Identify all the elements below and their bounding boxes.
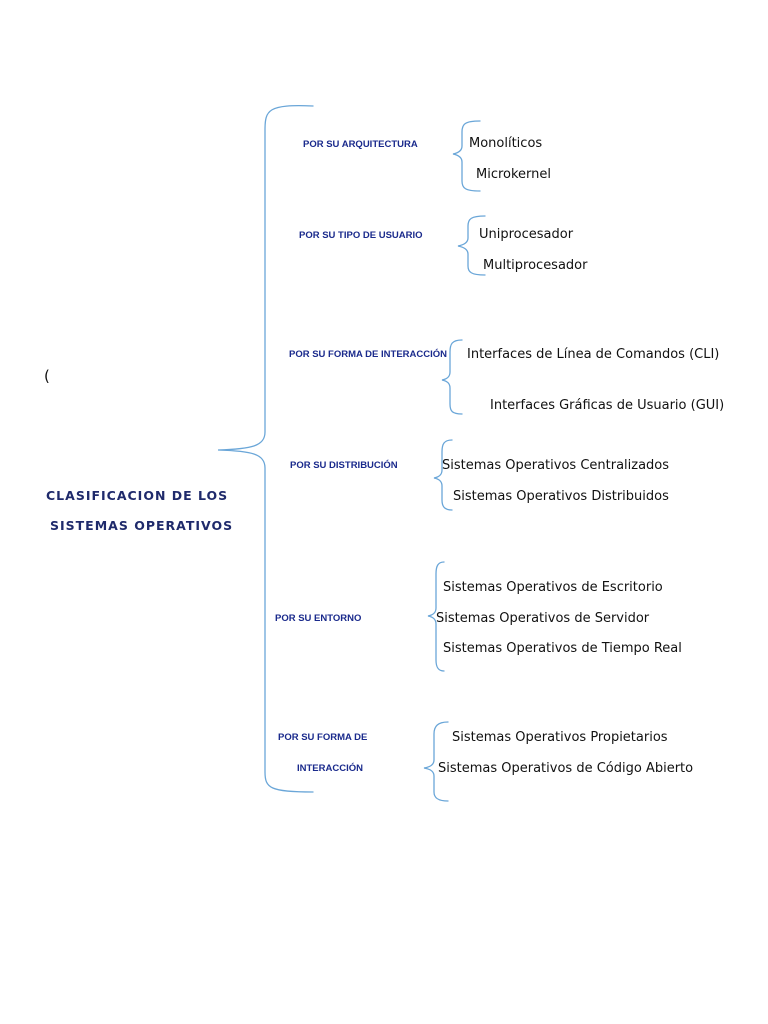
category-forma-interaccion-2-line1: POR SU FORMA DE bbox=[278, 732, 368, 743]
item-centralizados: Sistemas Operativos Centralizados bbox=[442, 458, 670, 473]
item-tiempo-real: Sistemas Operativos de Tiempo Real bbox=[443, 641, 682, 656]
category-forma-interaccion-2-line2: INTERACCIÓN bbox=[297, 763, 363, 774]
category-tipo-usuario: POR SU TIPO DE USUARIO bbox=[299, 230, 423, 241]
main-brace bbox=[218, 106, 313, 792]
item-cli: Interfaces de Línea de Comandos (CLI) bbox=[467, 347, 720, 362]
item-monoliticos: Monolíticos bbox=[469, 136, 543, 151]
stray-paren: ( bbox=[44, 367, 50, 385]
item-codigo-abierto: Sistemas Operativos de Código Abierto bbox=[438, 761, 694, 776]
item-multiprocesador: Multiprocesador bbox=[483, 258, 588, 273]
category-forma-interaccion: POR SU FORMA DE INTERACCIÓN bbox=[289, 349, 447, 360]
brace-distribucion bbox=[434, 440, 452, 510]
item-gui: Interfaces Gráficas de Usuario (GUI) bbox=[490, 398, 725, 413]
item-servidor: Sistemas Operativos de Servidor bbox=[436, 611, 650, 626]
brace-tipo-usuario bbox=[458, 216, 485, 275]
category-entorno: POR SU ENTORNO bbox=[275, 613, 362, 624]
diagram-title-line1: CLASIFICACION DE LOS bbox=[46, 488, 229, 503]
diagram-title-line2: SISTEMAS OPERATIVOS bbox=[50, 518, 234, 533]
category-distribucion: POR SU DISTRIBUCIÓN bbox=[290, 460, 398, 471]
item-propietarios: Sistemas Operativos Propietarios bbox=[452, 730, 668, 745]
item-distribuidos: Sistemas Operativos Distribuidos bbox=[453, 489, 669, 504]
category-arquitectura: POR SU ARQUITECTURA bbox=[303, 139, 418, 150]
item-uniprocesador: Uniprocesador bbox=[479, 227, 574, 242]
item-microkernel: Microkernel bbox=[476, 167, 552, 182]
item-escritorio: Sistemas Operativos de Escritorio bbox=[443, 580, 663, 595]
